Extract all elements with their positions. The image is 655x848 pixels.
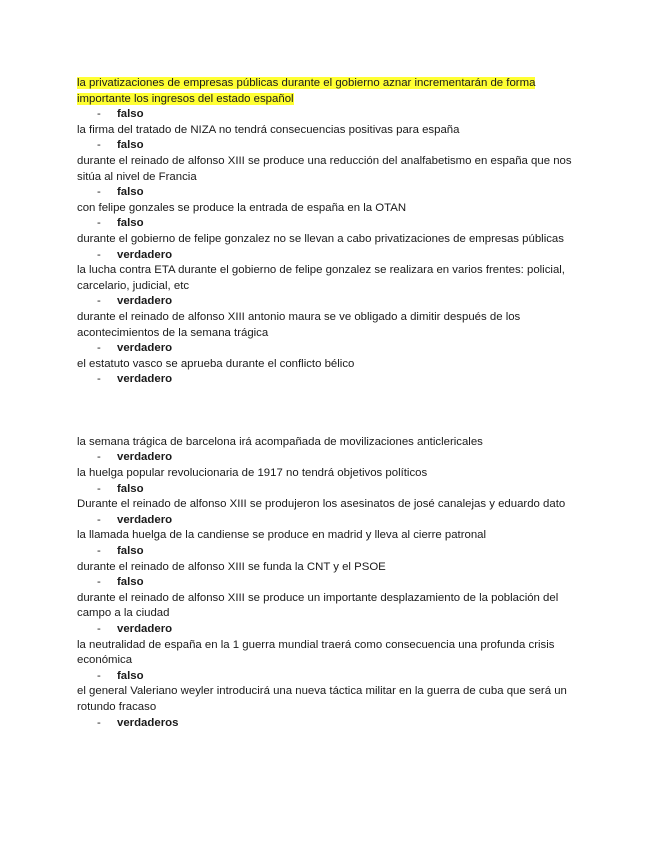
list-dash: - <box>97 669 101 682</box>
list-dash: - <box>97 248 101 261</box>
statement-text <box>77 560 582 576</box>
answer-item <box>77 107 582 123</box>
statement-label: el estatuto vasco se aprueba durante el conflicto bélico <box>77 357 355 370</box>
statement-label: la privatizaciones de empresas públicas durante el gobierno aznar incrementarán de forma importante los ingresos del estado español <box>77 77 536 105</box>
list-dash: - <box>97 482 101 495</box>
statement-label: durante el reinado de alfonso XIII se produce un importante desplazamiento de la población del campo a la ciudad <box>77 591 559 620</box>
answer-label: verdaderos <box>117 716 179 729</box>
answer-item <box>77 544 582 560</box>
list-dash: - <box>97 451 101 464</box>
statement-text <box>77 466 582 482</box>
answer-label: falso <box>117 669 144 682</box>
statement-text <box>77 76 582 107</box>
answer-label: verdadero <box>117 623 173 635</box>
answer-label: falso <box>117 545 144 558</box>
answer-label: verdadero <box>117 295 173 308</box>
list-dash: - <box>97 513 101 526</box>
statement-label: el general Valeriano weyler introducirá una nueva táctica militar en la guerra de cuba que será un rotundo fracaso <box>77 685 567 713</box>
list-dash: - <box>97 373 101 386</box>
statement-text <box>77 591 582 622</box>
answer-item <box>77 138 582 154</box>
answer-item <box>77 669 582 685</box>
statement-label: la semana trágica de barcelona irá acompañada de movilizaciones anticlericales <box>77 435 483 448</box>
answer-item <box>77 513 582 529</box>
answer-label: falso <box>117 186 144 199</box>
answer-label: falso <box>117 108 144 121</box>
statement-text <box>77 357 582 373</box>
answer-item <box>77 622 582 638</box>
answer-label: falso <box>117 482 144 495</box>
statement-text <box>77 497 582 513</box>
statement-text <box>77 263 582 294</box>
statement-text <box>77 310 582 341</box>
list-dash: - <box>97 623 101 635</box>
list-dash: - <box>97 342 101 355</box>
answer-item <box>77 575 582 591</box>
section-gap <box>77 388 582 435</box>
quiz-section-2 <box>77 435 582 731</box>
answer-label: falso <box>117 217 144 230</box>
statement-label: con felipe gonzales se produce la entrada de españa en la OTAN <box>77 201 407 214</box>
answer-item <box>77 716 582 732</box>
list-dash: - <box>97 186 101 199</box>
answer-label: verdadero <box>117 513 173 526</box>
document-page <box>77 76 582 731</box>
list-dash: - <box>97 576 101 589</box>
answer-item <box>77 482 582 498</box>
list-dash: - <box>97 716 101 729</box>
answer-item <box>77 341 582 357</box>
statement-text <box>77 154 582 185</box>
statement-label: la neutralidad de españa en la 1 guerra mundial traerá como consecuencia una profunda crisis económica <box>77 638 555 667</box>
statement-text <box>77 201 582 217</box>
statement-text <box>77 528 582 544</box>
answer-item <box>77 372 582 388</box>
statement-label: la firma del tratado de NIZA no tendrá consecuencias positivas para españa <box>77 123 460 136</box>
statement-label: la lucha contra ETA durante el gobierno de felipe gonzalez se realizara en varios frentes: policial, carcelario, judicial, etc <box>77 264 565 292</box>
answer-label: verdadero <box>117 342 173 355</box>
statement-text <box>77 123 582 139</box>
statement-label: Durante el reinado de alfonso XIII se produjeron los asesinatos de josé canalejas y eduardo dato <box>77 498 566 511</box>
answer-item <box>77 248 582 264</box>
statement-text <box>77 232 582 248</box>
statement-label: la huelga popular revolucionaria de 1917 no tendrá objetivos políticos <box>77 467 428 480</box>
answer-label: verdadero <box>117 373 173 386</box>
statement-label: durante el gobierno de felipe gonzalez no se llevan a cabo privatizaciones de empresas públicas <box>77 232 564 245</box>
statement-label: durante el reinado de alfonso XIII antonio maura se ve obligado a dimitir después de los acontecimientos de la semana trágica <box>77 310 521 339</box>
answer-item <box>77 450 582 466</box>
list-dash: - <box>97 295 101 308</box>
list-dash: - <box>97 139 101 152</box>
answer-item <box>77 216 582 232</box>
statement-label: durante el reinado de alfonso XIII se produce una reducción del analfabetismo en españa que nos sitúa al nivel de Francia <box>77 154 572 183</box>
answer-label: falso <box>117 576 144 589</box>
answer-label: verdadero <box>117 248 173 261</box>
list-dash: - <box>97 545 101 558</box>
list-dash: - <box>97 217 101 230</box>
quiz-section-1 <box>77 76 582 388</box>
list-dash: - <box>97 108 101 121</box>
statement-label: durante el reinado de alfonso XIII se funda la CNT y el PSOE <box>77 560 386 573</box>
statement-text <box>77 638 582 669</box>
answer-item <box>77 294 582 310</box>
statement-text <box>77 684 582 715</box>
statement-text <box>77 435 582 451</box>
answer-label: falso <box>117 139 144 152</box>
statement-label: la llamada huelga de la candiense se produce en madrid y lleva al cierre patronal <box>77 529 487 542</box>
answer-item <box>77 185 582 201</box>
answer-label: verdadero <box>117 451 173 464</box>
